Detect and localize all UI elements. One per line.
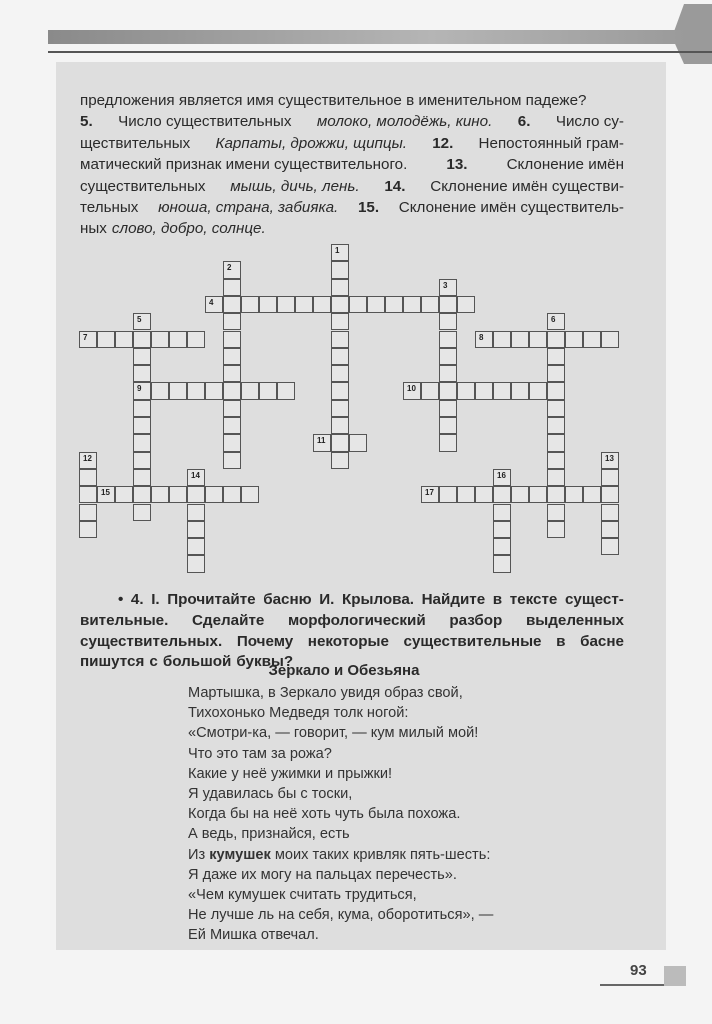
crossword-cell[interactable] bbox=[169, 486, 187, 503]
task-word: Найдите bbox=[421, 591, 486, 608]
crossword-cell[interactable] bbox=[133, 504, 151, 521]
crossword-cell[interactable] bbox=[601, 469, 619, 486]
poem-line bbox=[188, 885, 493, 905]
crossword-cell[interactable] bbox=[79, 521, 97, 538]
header-bar bbox=[48, 30, 688, 44]
poem-text-fragment: Из bbox=[188, 846, 210, 863]
poem-line bbox=[188, 905, 493, 925]
crossword-cell[interactable] bbox=[403, 382, 421, 399]
clue-text: мышь, дичь, лень. bbox=[230, 177, 360, 195]
crossword-clue-number: 6 bbox=[551, 315, 556, 325]
clue-line bbox=[80, 133, 624, 154]
crossword-cell[interactable] bbox=[439, 365, 457, 382]
crossword-clue-number: 7 bbox=[83, 332, 88, 342]
crossword-clue-number: 10 bbox=[407, 384, 416, 394]
crossword-cell[interactable] bbox=[223, 434, 241, 451]
crossword-cell[interactable] bbox=[601, 538, 619, 555]
task-word: в bbox=[556, 632, 566, 650]
crossword-clue-number: 15 bbox=[101, 488, 110, 498]
crossword-cell[interactable] bbox=[223, 417, 241, 434]
crossword-cell[interactable] bbox=[601, 504, 619, 521]
clue-text: ществительных bbox=[80, 134, 191, 152]
crossword-cell[interactable] bbox=[133, 331, 151, 348]
crossword-cell[interactable] bbox=[475, 331, 493, 348]
task-line bbox=[80, 611, 624, 632]
crossword-cell[interactable] bbox=[565, 486, 583, 503]
clue-number: 15. bbox=[357, 199, 380, 217]
task-word: I. bbox=[151, 591, 160, 608]
crossword-cell[interactable] bbox=[313, 434, 331, 451]
crossword-cell[interactable] bbox=[79, 452, 97, 469]
crossword-clue-number: 4 bbox=[209, 297, 214, 307]
crossword-clue-number: 11 bbox=[317, 436, 326, 446]
clue-text: матический признак имени существительного. bbox=[80, 156, 408, 174]
crossword-cell[interactable] bbox=[169, 382, 187, 399]
poem-line bbox=[188, 683, 493, 703]
poem-text bbox=[188, 683, 493, 946]
crossword-cell[interactable] bbox=[439, 400, 457, 417]
crossword-cell[interactable] bbox=[241, 296, 259, 313]
crossword-cell[interactable] bbox=[187, 382, 205, 399]
clue-text: слово, добро, солнце. bbox=[111, 220, 266, 238]
crossword-clue-number: 14 bbox=[191, 470, 200, 480]
crossword-cell[interactable] bbox=[151, 331, 169, 348]
crossword-cell[interactable] bbox=[223, 452, 241, 469]
crossword-cell[interactable] bbox=[223, 365, 241, 382]
crossword-cell[interactable] bbox=[223, 348, 241, 365]
task-word: буквы? bbox=[236, 653, 294, 671]
crossword-cell[interactable] bbox=[493, 504, 511, 521]
task-word: большой bbox=[162, 653, 232, 671]
crossword-cell[interactable] bbox=[115, 331, 133, 348]
poem-line bbox=[188, 824, 493, 844]
task-word: существительных. bbox=[80, 632, 223, 650]
crossword-cell[interactable] bbox=[331, 331, 349, 348]
clue-number: 13. bbox=[446, 156, 468, 174]
crossword-cell[interactable] bbox=[241, 486, 259, 503]
clue-text: молоко, молодёжь, кино. bbox=[316, 113, 493, 131]
poem-line bbox=[188, 784, 493, 804]
crossword-cell[interactable] bbox=[547, 486, 565, 503]
crossword-cell[interactable] bbox=[205, 486, 223, 503]
clue-text: Склонение имён существи- bbox=[430, 177, 624, 195]
footer-tab bbox=[664, 966, 686, 986]
clue-line bbox=[80, 90, 624, 111]
crossword-cell[interactable] bbox=[133, 486, 151, 503]
crossword-cell[interactable] bbox=[475, 382, 493, 399]
crossword-cell[interactable] bbox=[457, 296, 475, 313]
crossword-cell[interactable] bbox=[547, 382, 565, 399]
crossword-clues bbox=[80, 90, 624, 240]
crossword-cell[interactable] bbox=[187, 555, 205, 572]
clue-number: 5. bbox=[80, 113, 93, 131]
poem-text-fragment: «Смотри-ка, — говорит, — кум милый мой! bbox=[188, 725, 479, 742]
poem-line bbox=[188, 703, 493, 723]
crossword-cell[interactable] bbox=[97, 486, 115, 503]
crossword-cell[interactable] bbox=[133, 452, 151, 469]
crossword-cell[interactable] bbox=[529, 331, 547, 348]
task-word: Прочитайте bbox=[167, 591, 256, 608]
clue-text: существительных bbox=[80, 177, 206, 195]
task-word: некоторые bbox=[307, 632, 389, 650]
poem-line bbox=[188, 764, 493, 784]
crossword-cell[interactable] bbox=[601, 486, 619, 503]
crossword-cell[interactable] bbox=[439, 348, 457, 365]
crossword-cell[interactable] bbox=[547, 521, 565, 538]
crossword-cell[interactable] bbox=[547, 469, 565, 486]
clue-number: 12. bbox=[432, 134, 454, 152]
highlighted-noun: кумушек bbox=[209, 846, 271, 863]
crossword-cell[interactable] bbox=[403, 296, 421, 313]
crossword-cell[interactable] bbox=[187, 504, 205, 521]
crossword-cell[interactable] bbox=[421, 296, 439, 313]
crossword-cell[interactable] bbox=[223, 313, 241, 330]
crossword-cell[interactable] bbox=[223, 400, 241, 417]
crossword-cell[interactable] bbox=[259, 382, 277, 399]
crossword-cell[interactable] bbox=[223, 296, 241, 313]
poem-text-fragment: Какие у неё ужимки и прыжки! bbox=[188, 765, 393, 782]
poem-line bbox=[188, 744, 493, 764]
crossword-cell[interactable] bbox=[151, 382, 169, 399]
crossword-clue-number: 3 bbox=[443, 280, 448, 290]
crossword-cell[interactable] bbox=[331, 365, 349, 382]
poem-text-fragment: Тихохонько Медведя толк ногой: bbox=[188, 705, 409, 722]
poem-title: Зеркало и Обезьяна bbox=[268, 662, 420, 679]
poem-text-fragment: Не лучше ль на себя, кума, оборотиться», — bbox=[188, 907, 494, 924]
task-line bbox=[80, 632, 624, 653]
crossword-cell[interactable] bbox=[511, 331, 529, 348]
crossword-cell[interactable] bbox=[439, 486, 457, 503]
crossword-cell[interactable] bbox=[79, 504, 97, 521]
crossword-cell[interactable] bbox=[601, 331, 619, 348]
clue-text: Число существительных bbox=[118, 113, 292, 131]
crossword-cell[interactable] bbox=[187, 538, 205, 555]
crossword-cell[interactable] bbox=[493, 469, 511, 486]
crossword-cell[interactable] bbox=[349, 434, 367, 451]
crossword-cell[interactable] bbox=[457, 486, 475, 503]
crossword-cell[interactable] bbox=[223, 261, 241, 278]
crossword-cell[interactable] bbox=[133, 382, 151, 399]
crossword-clue-number: 17 bbox=[425, 488, 434, 498]
clue-number: 6. bbox=[517, 113, 531, 131]
task-word: Почему bbox=[236, 632, 294, 650]
crossword-cell[interactable] bbox=[385, 296, 403, 313]
crossword-grid bbox=[79, 244, 619, 574]
crossword-cell[interactable] bbox=[277, 296, 295, 313]
crossword-cell[interactable] bbox=[367, 296, 385, 313]
crossword-clue-number: 8 bbox=[479, 332, 484, 342]
crossword-cell[interactable] bbox=[79, 331, 97, 348]
crossword-cell[interactable] bbox=[439, 382, 457, 399]
crossword-cell[interactable] bbox=[151, 486, 169, 503]
crossword-cell[interactable] bbox=[313, 296, 331, 313]
poem-line bbox=[188, 723, 493, 743]
crossword-cell[interactable] bbox=[331, 244, 349, 261]
page-number: 93 bbox=[630, 962, 647, 979]
crossword-cell[interactable] bbox=[205, 382, 223, 399]
crossword-cell[interactable] bbox=[97, 331, 115, 348]
crossword-cell[interactable] bbox=[331, 313, 349, 330]
task-word: вительные. bbox=[80, 611, 169, 629]
clue-line bbox=[80, 197, 624, 218]
task-word: выделенных bbox=[525, 611, 624, 629]
crossword-cell[interactable] bbox=[205, 296, 223, 313]
crossword-cell[interactable] bbox=[493, 331, 511, 348]
clue-text: юноша, страна, забияка. bbox=[158, 199, 339, 217]
crossword-clue-number: 5 bbox=[137, 315, 142, 325]
exercise-4-instructions bbox=[80, 590, 624, 673]
clue-text: Непостоянный грам- bbox=[478, 134, 624, 152]
crossword-cell[interactable] bbox=[439, 417, 457, 434]
crossword-cell[interactable] bbox=[133, 434, 151, 451]
crossword-cell[interactable] bbox=[115, 486, 133, 503]
crossword-cell[interactable] bbox=[331, 452, 349, 469]
poem-text-fragment: Я удавилась бы с тоски, bbox=[188, 786, 353, 803]
crossword-cell[interactable] bbox=[331, 382, 349, 399]
task-word: морфологический bbox=[287, 611, 426, 629]
crossword-clue-number: 9 bbox=[137, 384, 142, 394]
task-line bbox=[80, 590, 624, 611]
crossword-cell[interactable] bbox=[133, 417, 151, 434]
crossword-cell[interactable] bbox=[547, 331, 565, 348]
crossword-cell[interactable] bbox=[133, 348, 151, 365]
crossword-cell[interactable] bbox=[349, 296, 367, 313]
crossword-clue-number: 2 bbox=[227, 263, 232, 273]
crossword-cell[interactable] bbox=[583, 331, 601, 348]
crossword-cell[interactable] bbox=[241, 382, 259, 399]
crossword-cell[interactable] bbox=[223, 331, 241, 348]
task-word: разбор bbox=[449, 611, 503, 629]
clue-number: 14. bbox=[384, 177, 406, 195]
crossword-cell[interactable] bbox=[547, 417, 565, 434]
crossword-cell[interactable] bbox=[187, 331, 205, 348]
crossword-cell[interactable] bbox=[331, 417, 349, 434]
crossword-cell[interactable] bbox=[421, 382, 439, 399]
crossword-cell[interactable] bbox=[601, 452, 619, 469]
crossword-cell[interactable] bbox=[439, 434, 457, 451]
crossword-cell[interactable] bbox=[331, 348, 349, 365]
clue-text: Склонение имён существитель- bbox=[398, 199, 624, 217]
crossword-cell[interactable] bbox=[493, 486, 511, 503]
crossword-cell[interactable] bbox=[475, 486, 493, 503]
task-word: в bbox=[492, 591, 503, 608]
header-rule bbox=[48, 51, 712, 53]
poem-text-fragment: А ведь, признайся, есть bbox=[188, 826, 350, 843]
crossword-cell[interactable] bbox=[331, 279, 349, 296]
crossword-cell[interactable] bbox=[439, 296, 457, 313]
poem-text-fragment: Что это там за рожа? bbox=[188, 745, 332, 762]
crossword-cell[interactable] bbox=[511, 486, 529, 503]
crossword-cell[interactable] bbox=[133, 365, 151, 382]
clue-text: Склонение имён bbox=[506, 156, 624, 174]
crossword-clue-number: 16 bbox=[497, 470, 506, 480]
crossword-cell[interactable] bbox=[439, 313, 457, 330]
crossword-cell[interactable] bbox=[565, 331, 583, 348]
poem-line bbox=[188, 804, 493, 824]
crossword-cell[interactable] bbox=[133, 313, 151, 330]
crossword-cell[interactable] bbox=[547, 434, 565, 451]
crossword-cell[interactable] bbox=[583, 486, 601, 503]
crossword-cell[interactable] bbox=[133, 400, 151, 417]
poem-line bbox=[188, 845, 493, 865]
crossword-cell[interactable] bbox=[439, 279, 457, 296]
task-word: существительные bbox=[403, 632, 542, 650]
crossword-cell[interactable] bbox=[529, 382, 547, 399]
clue-line bbox=[80, 111, 624, 132]
crossword-clue-number: 1 bbox=[335, 246, 340, 255]
crossword-cell[interactable] bbox=[547, 348, 565, 365]
crossword-cell[interactable] bbox=[223, 486, 241, 503]
crossword-cell[interactable] bbox=[421, 486, 439, 503]
crossword-clue-number: 12 bbox=[83, 453, 92, 463]
task-word: басне bbox=[580, 632, 624, 650]
crossword-cell[interactable] bbox=[547, 400, 565, 417]
poem-text-fragment: Мартышка, в Зеркало увидя образ свой, bbox=[188, 685, 463, 701]
task-word: с bbox=[149, 653, 158, 671]
task-word: 4. bbox=[130, 591, 144, 608]
crossword-cell[interactable] bbox=[169, 331, 187, 348]
crossword-cell[interactable] bbox=[331, 400, 349, 417]
poem-text-fragment: Я даже их могу на пальцах перечесть». bbox=[188, 866, 457, 883]
crossword-cell[interactable] bbox=[259, 296, 277, 313]
poem-line bbox=[188, 925, 493, 945]
crossword-cell[interactable] bbox=[331, 296, 349, 313]
poem-text-fragment: Когда бы на неё хоть чуть была похожа. bbox=[188, 806, 461, 823]
crossword-cell[interactable] bbox=[187, 486, 205, 503]
crossword-cell[interactable] bbox=[79, 469, 97, 486]
crossword-cell[interactable] bbox=[133, 469, 151, 486]
crossword-cell[interactable] bbox=[547, 452, 565, 469]
task-word: • bbox=[118, 591, 124, 608]
poem-text-fragment: Ей Мишка отвечал. bbox=[188, 927, 319, 944]
crossword-cell[interactable] bbox=[547, 313, 565, 330]
crossword-cell[interactable] bbox=[457, 382, 475, 399]
crossword-cell[interactable] bbox=[547, 504, 565, 521]
crossword-cell[interactable] bbox=[223, 382, 241, 399]
crossword-cell[interactable] bbox=[511, 382, 529, 399]
crossword-cell[interactable] bbox=[277, 382, 295, 399]
crossword-cell[interactable] bbox=[223, 279, 241, 296]
clue-text: тельных bbox=[80, 199, 139, 217]
poem-text-fragment: моих таких кривляк пять-шесть: bbox=[270, 846, 491, 863]
crossword-cell[interactable] bbox=[79, 486, 97, 503]
task-word: басню bbox=[263, 591, 312, 608]
clue-line bbox=[80, 176, 624, 197]
crossword-cell[interactable] bbox=[295, 296, 313, 313]
clue-line bbox=[80, 218, 624, 239]
crossword-cell[interactable] bbox=[331, 434, 349, 451]
clue-text: Карпаты, дрожжи, щипцы. bbox=[215, 134, 407, 152]
task-word: Крылова. bbox=[341, 591, 414, 608]
poem-text-fragment: «Чем кумушек считать трудиться, bbox=[188, 887, 417, 904]
crossword-cell[interactable] bbox=[529, 486, 547, 503]
crossword-cell[interactable] bbox=[187, 521, 205, 538]
task-word: Сделайте bbox=[191, 611, 265, 629]
crossword-clue-number: 13 bbox=[605, 453, 614, 463]
crossword-cell[interactable] bbox=[439, 331, 457, 348]
task-word: тексте bbox=[509, 591, 558, 608]
clue-text: Число су- bbox=[555, 113, 624, 131]
poem-line bbox=[188, 865, 493, 885]
clue-text: ных bbox=[80, 220, 107, 238]
footer-rule bbox=[600, 984, 664, 986]
crossword-cell[interactable] bbox=[187, 469, 205, 486]
task-word: сущест- bbox=[564, 591, 624, 608]
crossword-cell[interactable] bbox=[547, 365, 565, 382]
task-word: пишутся bbox=[80, 653, 145, 671]
crossword-cell[interactable] bbox=[601, 521, 619, 538]
clue-text: предложения является имя существительное в именительном падеже? bbox=[80, 92, 587, 109]
crossword-cell[interactable] bbox=[493, 555, 511, 572]
crossword-cell[interactable] bbox=[493, 538, 511, 555]
clue-line bbox=[80, 154, 624, 175]
crossword-cell[interactable] bbox=[331, 261, 349, 278]
crossword-cell[interactable] bbox=[493, 382, 511, 399]
task-word: И. bbox=[319, 591, 335, 608]
crossword-cell[interactable] bbox=[493, 521, 511, 538]
